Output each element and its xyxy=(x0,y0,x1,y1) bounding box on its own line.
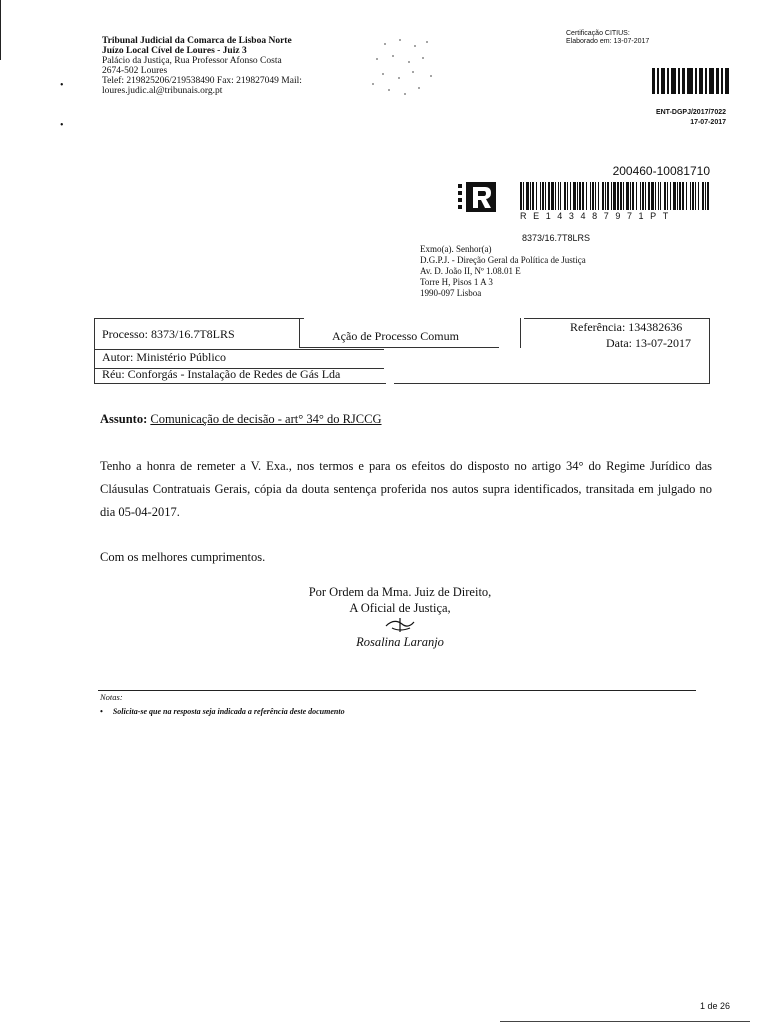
footer-line xyxy=(500,1021,750,1022)
certification-date: Elaborado em: 13-07-2017 xyxy=(566,38,650,45)
court-header xyxy=(102,36,302,96)
registered-reference: 200460-10081710 xyxy=(612,164,710,178)
case-box xyxy=(94,318,710,384)
case-process: Processo: 8373/16.7T8LRS xyxy=(102,327,235,341)
letter-body: Tenho a honra de remeter a V. Exa., nos termos e para os efeitos do disposto no artigo 34° do Regime Jurídico das Cláusulas Contratuais Gerais, cópia da douta sentença proferida nos autos supra identificados, transitada em julgado no dia 05-04-2017. xyxy=(100,459,712,519)
signature-line1: Por Ordem da Mma. Juiz de Direito, xyxy=(308,585,492,599)
notes-item xyxy=(100,707,345,716)
case-action: Ação de Processo Comum xyxy=(332,329,459,343)
signature-line2: A Oficial de Justiça, xyxy=(349,601,451,615)
top-barcode xyxy=(652,68,732,94)
subject-label: Assunto: xyxy=(100,412,148,426)
court-postal: 2674-502 Loures xyxy=(102,66,168,76)
recipient-street: Av. D. João II, Nº 1.08.01 E xyxy=(420,266,521,276)
notes-label: Notas: xyxy=(100,692,123,702)
signature-block xyxy=(280,584,520,650)
recipient-address xyxy=(420,244,586,299)
subject-text: Comunicação de decisão - art° 34° do RJCCG xyxy=(150,412,382,426)
certification-label: Certificação CITIUS: xyxy=(566,30,630,37)
recipient-building: Torre H, Pisos 1 A 3 xyxy=(420,277,493,287)
signature-name: Rosalina Laranjo xyxy=(356,635,444,649)
margin-dot: • xyxy=(60,80,64,91)
entry-date: 17-07-2017 xyxy=(690,119,726,126)
barcode-process-number: 8373/16.7T8LRS xyxy=(522,233,591,243)
page-number: 1 de 26 xyxy=(700,1001,731,1011)
recipient-salutation: Exmo(a). Senhor(a) xyxy=(420,244,492,254)
margin-dot: • xyxy=(60,120,64,131)
case-defendant: Réu: Conforgás - Instalação de Redes de Gás Lda xyxy=(102,367,341,381)
recipient-org: D.G.P.J. - Direção Geral da Política de Justiça xyxy=(420,255,586,265)
entry-code: ENT-DGPJ/2017/7022 xyxy=(655,109,726,116)
court-email: loures.judic.al@tribunais.org.pt xyxy=(102,86,223,96)
court-seal-stamp xyxy=(365,34,445,104)
registered-mail-r-logo xyxy=(458,182,498,212)
subject-line xyxy=(100,412,382,427)
note-text: Solicita-se que na resposta seja indicada a referência deste documento xyxy=(112,707,345,716)
case-reference: Referência: 134382636 xyxy=(570,320,683,334)
court-address: Palácio da Justiça, Rua Professor Afonso Costa xyxy=(102,56,282,66)
entry-stamp xyxy=(640,108,726,128)
court-division: Juízo Local Cível de Loures - Juiz 3 xyxy=(102,46,247,56)
certification-block xyxy=(566,30,649,46)
barcode-text: RE143487971PT xyxy=(520,211,675,221)
note-bullet: • xyxy=(100,707,113,716)
case-author: Autor: Ministério Público xyxy=(102,350,226,364)
recipient-city: 1990-097 Lisboa xyxy=(420,288,482,298)
greeting: Com os melhores cumprimentos. xyxy=(100,550,266,564)
registered-barcode xyxy=(520,182,710,210)
handwritten-signature xyxy=(380,616,420,634)
court-name: Tribunal Judicial da Comarca de Lisboa Norte xyxy=(102,36,292,46)
case-date: Data: 13-07-2017 xyxy=(606,336,691,350)
notes-divider xyxy=(98,690,696,691)
left-margin-line xyxy=(0,0,1,60)
court-phone: Telef: 219825206/219538490 Fax: 219827049 Mail: xyxy=(102,76,302,86)
